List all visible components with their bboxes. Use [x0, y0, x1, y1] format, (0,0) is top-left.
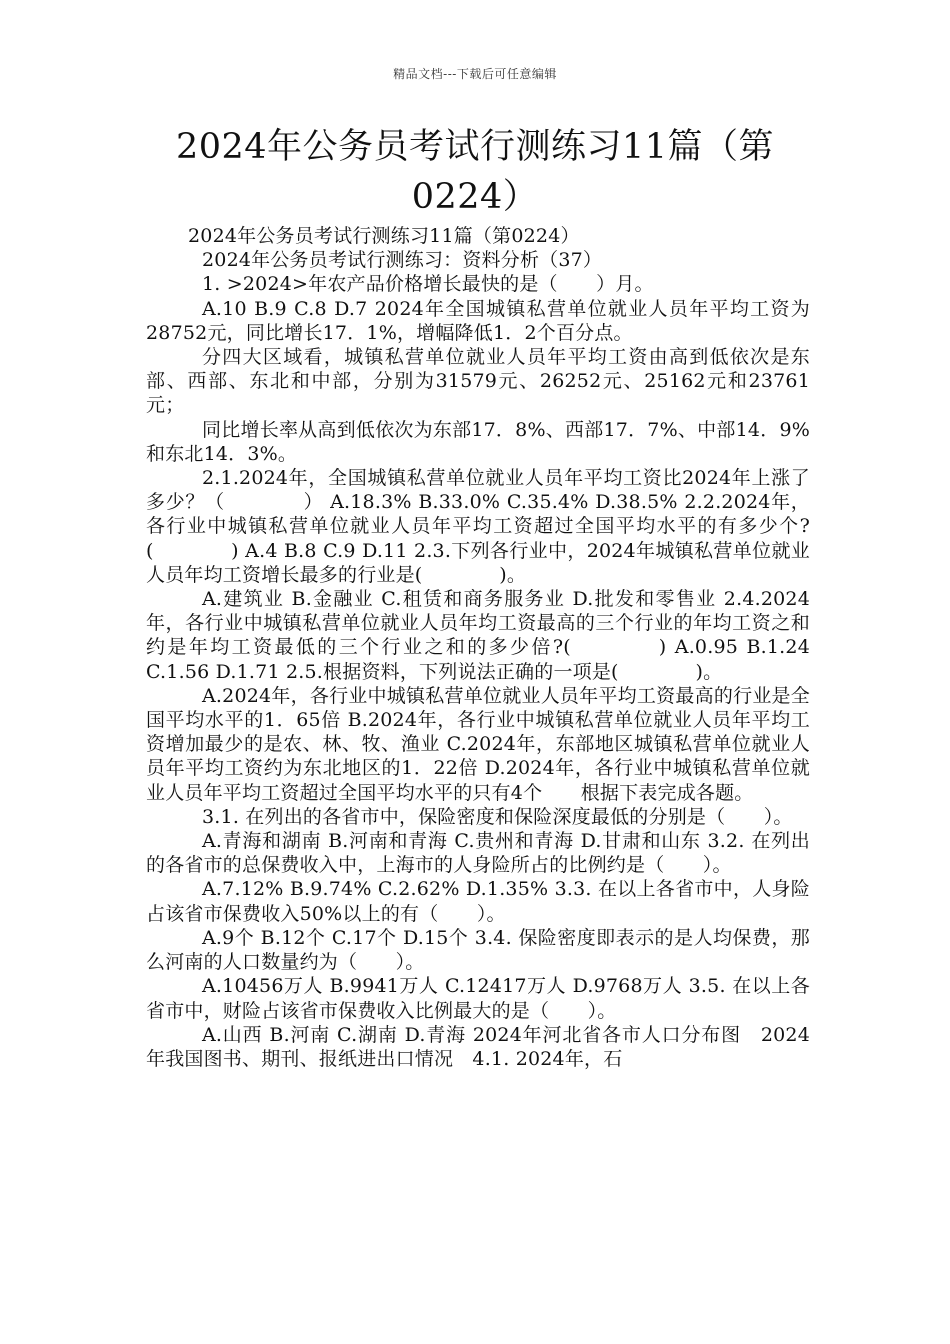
paragraph: 2024年公务员考试行测练习11篇（第0224） — [188, 225, 580, 247]
paragraph: A.7.12% B.9.74% C.2.62% D.1.35% 3.3. 在以上各省市中，人身险占该省市保费收入50%以上的有（ ）。 — [146, 878, 810, 925]
paragraph: A.10 B.9 C.8 D.7 2024年全国城镇私营单位就业人员年平均工资为28752元，同比增长17．1%，增幅降低1．2个百分点。 — [146, 297, 810, 344]
paragraph: 2.1.2024年，全国城镇私营单位就业人员年平均工资比2024年上涨了多少？（ ） A.18.3% B.33.0% C.35.4% D.38.5% 2.2.2024年，各行业中城镇私营单位就业人员年平均工资超过全国平均水平的有多少个?( ) A.4 B.8 C.9 D.11 2.3.下列各行业中，2024年城镇私营单位就业人员年均工资增长最多的行业是( )。 — [146, 467, 810, 586]
paragraph: A.10456万人 B.9941万人 C.12417万人 D.9768万人 3.5. 在以上各省市中，财险占该省市保费收入比例最大的是（ ）。 — [146, 975, 810, 1022]
paragraph: 1. >2024>年农产品价格增长最快的是（ ）月。 — [202, 273, 654, 296]
paragraph: A.青海和湖南 B.河南和青海 C.贵州和青海 D.甘肃和山东 3.2. 在列出的各省市的总保费收入中，上海市的人身险所占的比例约是（ ）。 — [146, 830, 810, 877]
page-header: 精品文档---下载后可任意编辑 — [393, 67, 557, 81]
paragraph: 同比增长率从高到低依次为东部17．8%、西部17．7%、中部14．9%和东北14．3%。 — [146, 418, 810, 465]
paragraph: A.山西 B.河南 C.湖南 D.青海 2024年河北省各市人口分布图 2024年我国图书、期刊、报纸进出口情况 4.1. 2024年，石 — [146, 1023, 810, 1070]
paragraph: 3.1. 在列出的各省市中，保险密度和保险深度最低的分别是（ ）。 — [202, 805, 793, 828]
document-body — [146, 224, 810, 1071]
paragraph: 2024年公务员考试行测练习：资料分析（37） — [202, 249, 603, 272]
paragraph: A.建筑业 B.金融业 C.租赁和商务服务业 D.批发和零售业 2.4.2024年，各行业中城镇私营单位就业人员年均工资最高的三个行业的年均工资之和约是年均工资最低的三个行业之和的多少倍?( ) A.0.95 B.1.24 C.1.56 D.1.71 2.5.根据资料，下列说法正确的一项是( )。 — [146, 588, 810, 683]
document-title: 2024年公务员考试行测练习11篇（第0224） — [175, 127, 775, 217]
paragraph: A.2024年，各行业中城镇私营单位就业人员年平均工资最高的行业是全国平均水平的1．65倍 B.2024年，各行业中城镇私营单位就业人员年平均工资增加最少的是农、林、牧、渔业 C.2024年，东部地区城镇私营单位就业人员年平均工资约为东北地区的1．22倍 D.2024年，各行业中城镇私营单位就业人员年平均工资超过全国平均水平的只有4个 根据下表完成各题。 — [146, 684, 810, 804]
paragraph: A.9个 B.12个 C.17个 D.15个 3.4. 保险密度即表示的是人均保费，那么河南的人口数量约为（ ）。 — [146, 926, 810, 974]
paragraph: 分四大区域看，城镇私营单位就业人员年平均工资由高到低依次是东部、西部、东北和中部，分别为31579元、26252元、25162元和23761元； — [146, 346, 810, 417]
